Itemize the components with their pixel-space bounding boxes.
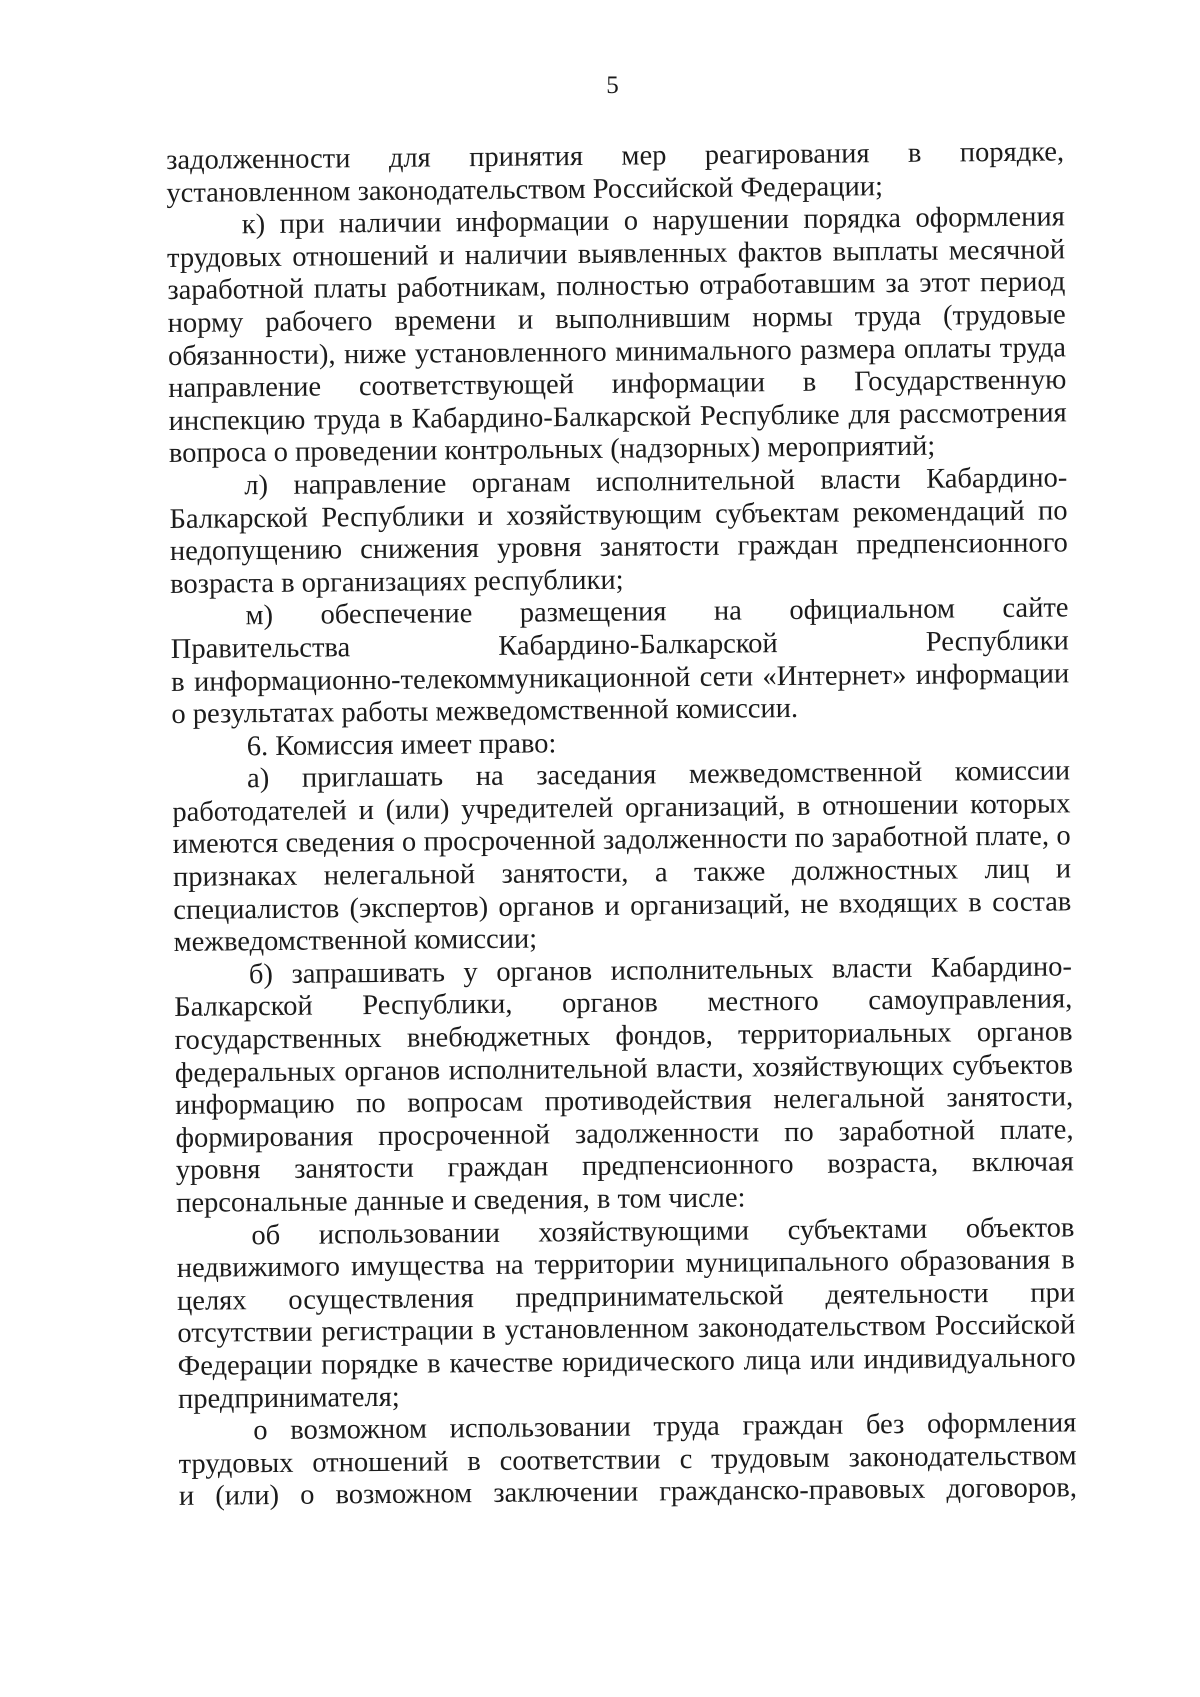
paragraph-item-m-rest: в информационно-телекоммуникационной сети «Интернет» информации о результатах работы межведомственной комиссии. <box>171 657 1070 731</box>
paragraph-section-6: 6. Комиссия имеет право: <box>246 727 557 762</box>
paragraph-item-k: к) при наличии информации о нарушении порядка оформления трудовых отношений и наличии выявленных фактов выплаты месячной заработной платы работникам, полностью отработавшим за этот период норму рабочего времени и выполнившим нормы труда (трудовые обязанности), ниже установленного минимального размера оплаты труда направление соответствующей информации в Государственную инспекцию труда в Кабардино-Балкарской Республике для рассмотрения вопроса о проведении контрольных (надзорных) мероприятий; <box>166 201 1067 470</box>
paragraph-item-a: а) приглашать на заседания межведомственной комиссии работодателей и (или) учредителей организаций, в отношении которых имеются сведения о просроченной задолженности по заработной плате, о признаках нелегальной занятости, а также должностных лиц и специалистов (экспертов) органов и организаций, не входящих в состав межведомственной комиссии; <box>172 755 1072 959</box>
document-body <box>166 136 1077 1513</box>
paragraph-item-l: л) направление органам исполнительной власти Кабардино-Балкарской Республики и хозяйствующим субъектам рекомендаций по недопущению снижения уровня занятости граждан предпенсионного возраста в организациях республики; <box>169 462 1069 600</box>
paragraph-item-m-line-1: м) обеспечение размещения на официальном сайте <box>245 592 1069 632</box>
page-number: 5 <box>606 72 619 99</box>
paragraph-labor-use-line-3: и (или) о возможном заключении гражданско-правовых договоров, <box>178 1472 1078 1513</box>
paragraph-item-m-line-2: Правительства Кабардино-Балкарской Республики <box>170 625 1069 665</box>
paragraph-real-estate-use: об использовании хозяйствующими субъектами объектов недвижимого имущества на территории муниципального образования в целях осуществления предпринимательской деятельности при отсутствии регистрации в установленном законодательством Российской Федерации порядке в качестве юридического лица или индивидуального предпринимателя; <box>176 1211 1076 1415</box>
paragraph-continuation-line-1: задолженности для принятия мер реагирования в порядке, <box>166 136 1065 176</box>
paragraph-labor-use-line-1: о возможном использовании труда граждан без оформления <box>253 1407 1077 1447</box>
paragraph-item-b: б) запрашивать у органов исполнительных власти Кабардино-Балкарской Республики, органов местного самоуправления, государственных внебюджетных фондов, территориальных органов федеральных органов исполнительной власти, хозяйствующих субъектов информацию по вопросам противодействия нелегальной занятости, формирования просроченной задолженности по заработной плате, уровня занятости граждан предпенсионного возраста, включая персональные данные и сведения, в том числе: <box>174 951 1074 1219</box>
paragraph-labor-use-line-2: трудовых отношений в соответствии с трудовым законодательством <box>178 1440 1077 1480</box>
paragraph-continuation-rest: установленном законодательством Российской Федерации; <box>166 170 884 209</box>
